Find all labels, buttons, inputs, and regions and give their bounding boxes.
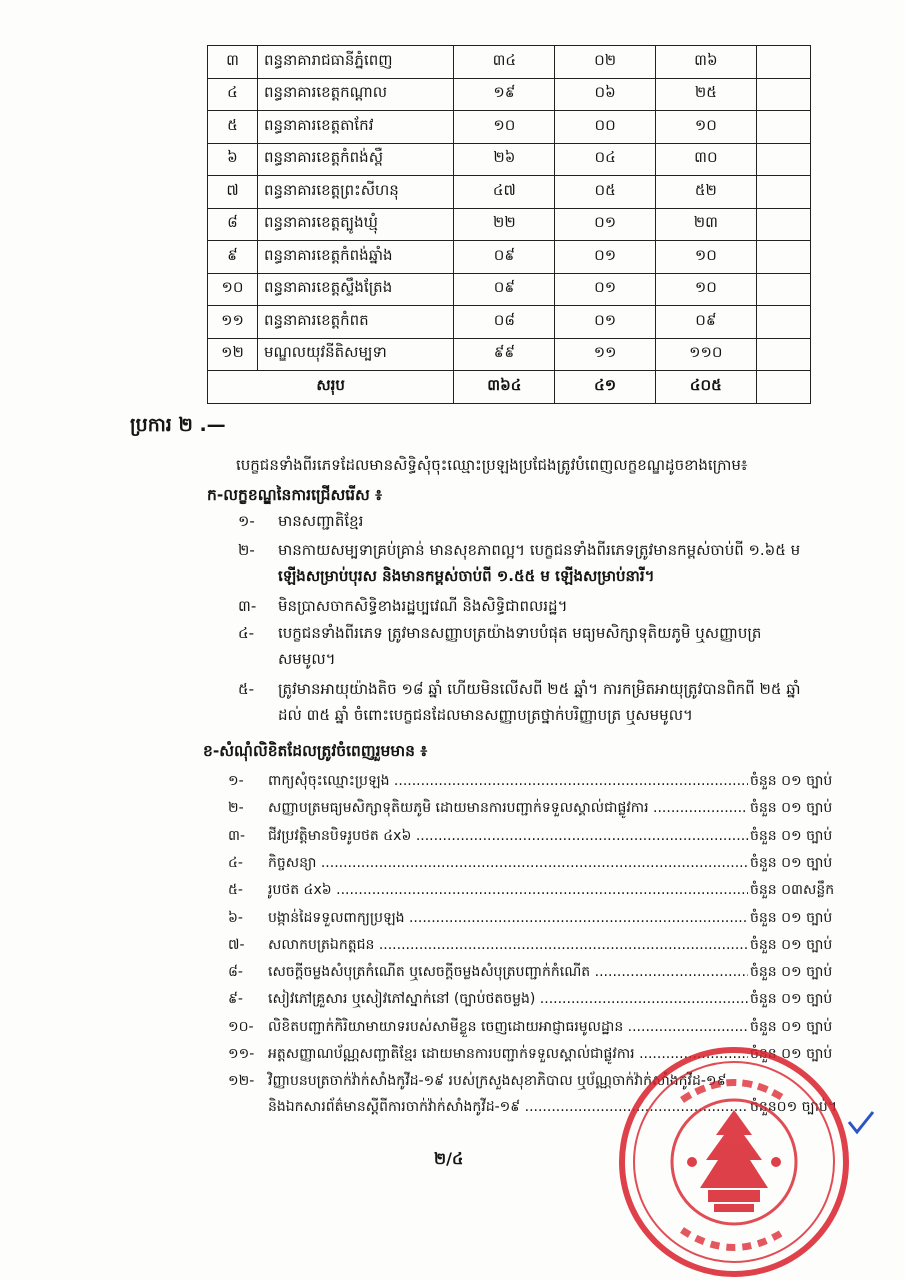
document-text [268,826,748,847]
condition-text [278,593,823,619]
document-text-label: សលាកបត្រឯកត្តជន [268,936,375,953]
checkmark-icon [846,1110,876,1136]
condition-line: មានកាយសម្បទាគ្រប់គ្រាន់ មានសុខភាពល្អ។ បេក្ខជនទាំងពីរភេទត្រូវមានកម្ពស់ចាប់ពី ១.៦៥ ម [278,541,801,559]
table-cell-a: ០៩ [454,273,555,306]
document-number: ៥- [228,882,243,899]
document-text [268,962,748,983]
official-seal-stamp [612,1040,857,1285]
table-total-row [208,371,811,404]
condition-number: ៥- [238,680,255,698]
document-item [228,880,848,906]
table-cell-name: ពន្ធនាគារខេត្តកណ្ដាល [257,78,453,111]
document-text-label: កិច្ចសន្យា [268,854,317,871]
table-cell-name: ពន្ធនាគារខេត្តត្បូងឃ្មុំ [257,208,453,241]
document-number: ៧- [228,936,245,953]
table-cell-no: ៨ [208,208,258,241]
document-number: ១១- [228,1046,255,1062]
table-cell-a: ០៩ [454,241,555,274]
condition-text [278,620,823,672]
condition-text [278,508,823,534]
document-number: ៨- [228,964,243,981]
table-row [208,338,811,371]
table-cell-empty [756,111,810,144]
table-cell-b: ០៤ [555,143,655,176]
document-quantity: ចំនួន ០១ ច្បាប់ [750,991,833,1008]
page-number: ២/៤ [434,1149,464,1168]
table-cell-a: ៤៧ [454,176,555,209]
table-cell-name: ពន្ធនាគារខេត្តស្ទឹងត្រែង [257,273,453,306]
table-cell-a: ៣៤ [454,46,555,79]
table-row [208,208,811,241]
table-cell-c: ១០ [655,273,756,306]
condition-item [238,620,838,676]
document-quantity: ចំនួន ០១ ច្បាប់ [750,1018,833,1035]
table-cell-b: ០០ [555,111,655,144]
document-item [228,771,848,797]
condition-number: ២- [238,541,255,559]
document-quantity: ចំនួន ០១ ច្បាប់ [750,936,833,953]
document-text [268,908,748,929]
table-cell-name: មណ្ឌលយុវនីតិសម្បទា [257,338,453,371]
table-row [208,241,811,274]
table-cell-b: ០៥ [555,176,655,209]
document-quantity: ចំនួន ០១ ច្បាប់ [750,800,833,817]
table-cell-no: ៣ [208,46,258,79]
document-number: ៣- [228,827,246,844]
condition-line: សមមូល។ [278,650,336,668]
article-heading: ប្រការ ២ .— [130,414,226,436]
document-quantity: ចំនួន០១ ច្បាប់។ [750,1099,838,1116]
condition-item [238,676,838,732]
table-cell-a: ៩៩ [454,338,555,371]
table-cell-empty [756,241,810,274]
document-text-label: សញ្ញាបត្រមធ្យមសិក្សាទុតិយភូមិ ដោយមានការបញ្ជាក់ទទួលស្គាល់ជាផ្លូវការ [268,800,649,817]
condition-text [278,676,823,728]
table-cell-empty [756,176,810,209]
table-cell-c: ០៩ [655,306,756,339]
document-quantity: ចំនួន ០៣សន្លឹក [750,882,835,899]
document-text [268,853,748,874]
document-number: ៩- [228,991,243,1008]
condition-line: មិនប្រាសចាកសិទ្ធិខាងរដ្ឋប្បវេណី និងសិទ្ធិជាពលរដ្ឋ។ [278,597,568,615]
document-quantity: ចំនួន ០១ ច្បាប់ [750,773,833,789]
condition-number: ១- [238,512,255,530]
table-cell-c: ៣០ [655,143,756,176]
document-quantity: ចំនួន ០១ ច្បាប់ [750,827,833,844]
document-item [228,908,848,934]
table-cell-a: ២៦ [454,143,555,176]
table-cell-name: ពន្ធនាគារខេត្តព្រះសីហនុ [257,176,453,209]
table-cell-c: ៣៦ [655,46,756,79]
condition-line: បេក្ខជនទាំងពីរភេទ ត្រូវមានសញ្ញាបត្រយ៉ាងទាបបំផុត មធ្យមសិក្សាទុតិយភូមិ ឬសញ្ញាបត្រ [278,624,762,642]
table-cell-a: ០៨ [454,306,555,339]
table-row [208,306,811,339]
condition-text [278,537,823,589]
document-text-label: វិញ្ញាបនបត្រចាក់វ៉ាក់សាំងកូវីដ-១៩ របស់ក្រសួងសុខាភិបាល ឬប័ណ្ណចាក់វ៉ាក់សាំងកូវីដ-១៩ [268,1073,727,1090]
table-cell-no: ៧ [208,176,258,209]
statistics-table [207,45,811,404]
table-cell-empty [756,306,810,339]
document-text [268,771,748,792]
table-cell-a: ២២ [454,208,555,241]
table-cell-c: ៥២ [655,176,756,209]
document-number: ៤- [228,854,243,871]
document-item [228,962,848,988]
document-text-label: និងឯកសារព័ត៌មានស្តីពីការចាក់វ៉ាក់សាំងកូវីដ-១៩ [268,1099,521,1116]
document-quantity: ចំនួន ០១ ច្បាប់ [750,909,833,926]
document-text [268,989,748,1010]
document-number: ១- [228,773,244,789]
table-row [208,78,811,111]
condition-line: មានសញ្ជាតិខ្មែរ [278,512,364,530]
document-item [228,935,848,961]
table-cell-b: ០១ [555,306,655,339]
table-cell-empty [756,46,810,79]
table-cell-b: ០១ [555,241,655,274]
table-cell-c: ១០ [655,111,756,144]
document-item [228,826,848,852]
document-text-label: សេចក្តីចម្លងសំបុត្រកំណើត ឬសេចក្តីចម្លងសំបុត្របញ្ជាក់កំណើត [268,964,591,981]
total-cell-c: ៤០៥ [655,371,756,404]
document-number: ១០- [228,1018,254,1035]
table-cell-b: ០១ [555,208,655,241]
table-cell-a: ១០ [454,111,555,144]
document-text-label: ពាក្យសុំចុះឈ្មោះប្រឡង [268,773,390,789]
total-label: សរុប [208,371,454,404]
table-cell-name: ពន្ធនាគារខេត្តកំពង់ស្ពឺ [257,143,453,176]
document-text [268,1017,748,1038]
table-cell-b: ០២ [555,46,655,79]
document-text [268,935,748,956]
document-item [228,853,848,879]
table-cell-empty [756,78,810,111]
table-cell-b: ០៦ [555,78,655,111]
table-cell-a: ១៩ [454,78,555,111]
table-cell-no: ១០ [208,273,258,306]
section-b-title: ខ-សំណុំលិខិតដែលត្រូវចំពេញរួមមាន ៖ [203,742,428,760]
condition-item [238,537,838,593]
table-cell-name: ពន្ធនាគារខេត្តកំពត [257,306,453,339]
condition-item [238,593,838,621]
document-text [268,880,748,901]
table-cell-b: ១១ [555,338,655,371]
table-cell-c: ២៥ [655,78,756,111]
document-item [228,989,848,1015]
document-item [228,1017,848,1043]
table-cell-empty [756,143,810,176]
table-cell-empty [756,338,810,371]
table-cell-name: ពន្ធនាគារខេត្តតាកែវ [257,111,453,144]
table-cell-name: ពន្ធនាគារាជធានីភ្នំពេញ [257,46,453,79]
table-row [208,46,811,79]
table-cell-no: ១២ [208,338,258,371]
document-quantity: ចំនួន ០១ ច្បាប់ [750,964,833,981]
document-text-label: ជីវប្រវត្តិមានបិទរូបថត ៤x៦ [268,827,412,844]
table-cell-no: ៥ [208,111,258,144]
condition-line: ត្រូវមានអាយុយ៉ាងតិច ១៨ ឆ្នាំ ហើយមិនលើសពី ២៥ ឆ្នាំ។ ការកម្រិតអាយុត្រូវបានពិកពី ២៥ ឆ្នាំ [278,680,801,698]
table-cell-empty [756,273,810,306]
table-cell-c: ១០ [655,241,756,274]
table-cell-no: ៦ [208,143,258,176]
document-number: ៦- [228,909,243,926]
document-text-label: សៀវភៅគ្រួសារ ឬសៀវភៅស្នាក់នៅ (ច្បាប់ថតចម្លង) [268,991,536,1008]
document-number: ២- [228,800,244,817]
document-number: ១២- [228,1073,255,1090]
total-cell-a: ៣៦៤ [454,371,555,404]
condition-line: ឡើងសម្រាប់បុរស និងមានកម្ពស់ចាប់ពី ១.៥៥ ម ឡើងសម្រាប់នារី។ [278,567,655,585]
table-cell-c: ១១០ [655,338,756,371]
table-cell-empty [756,371,810,404]
intro-paragraph: បេក្ខជនទាំងពីរភេទដែលមានសិទ្ធិសុំចុះឈ្មោះប្រឡងប្រជែងត្រូវបំពេញលក្ខខណ្ឌដូចខាងក្រោម៖ [236,456,748,474]
document-text-label: បង្កាន់ដៃទទួលពាក្យប្រឡង [268,909,405,926]
condition-number: ៣- [238,597,257,615]
table-row [208,273,811,306]
document-quantity: ចំនួន ០១ ច្បាប់ [750,854,833,871]
condition-number: ៤- [238,624,255,642]
table-cell-no: ៩ [208,241,258,274]
document-text-label: អត្តសញ្ញាណប័ណ្ណសញ្ជាតិខ្មែរ ដោយមានការបញ្ជាក់ទទួលស្គាល់ជាផ្លូវការ [268,1046,635,1062]
document-quantity: ចំនួន ០១ ច្បាប់ [750,1046,833,1062]
section-a-title: ក-លក្ខខណ្ឌនៃការជ្រើសរើស ៖ [207,486,383,504]
document-item [228,798,848,824]
condition-line: ដល់ ៣៥ ឆ្នាំ ចំពោះបេក្ខជនដែលមានសញ្ញាបត្រថ្នាក់បរិញ្ញាបត្រ ឬសមមូល។ [278,706,693,724]
condition-item [238,508,838,536]
table-cell-b: ០១ [555,273,655,306]
document-text [268,798,748,819]
document-text-label: លិខិតបញ្ជាក់កិរិយាមាយាទរបស់សាមីខ្លួន ចេញដោយអាជ្ញាធរមូលដ្ឋាន [268,1018,624,1035]
document-text-label: រូបថត ៤x៦ [268,882,332,899]
table-cell-c: ២៣ [655,208,756,241]
total-cell-b: ៤១ [555,371,655,404]
table-cell-no: ១១ [208,306,258,339]
table-row [208,143,811,176]
table-cell-no: ៤ [208,78,258,111]
table-row [208,176,811,209]
table-row [208,111,811,144]
table-cell-empty [756,208,810,241]
table-cell-name: ពន្ធនាគារខេត្តកំពង់ឆ្នាំង [257,241,453,274]
